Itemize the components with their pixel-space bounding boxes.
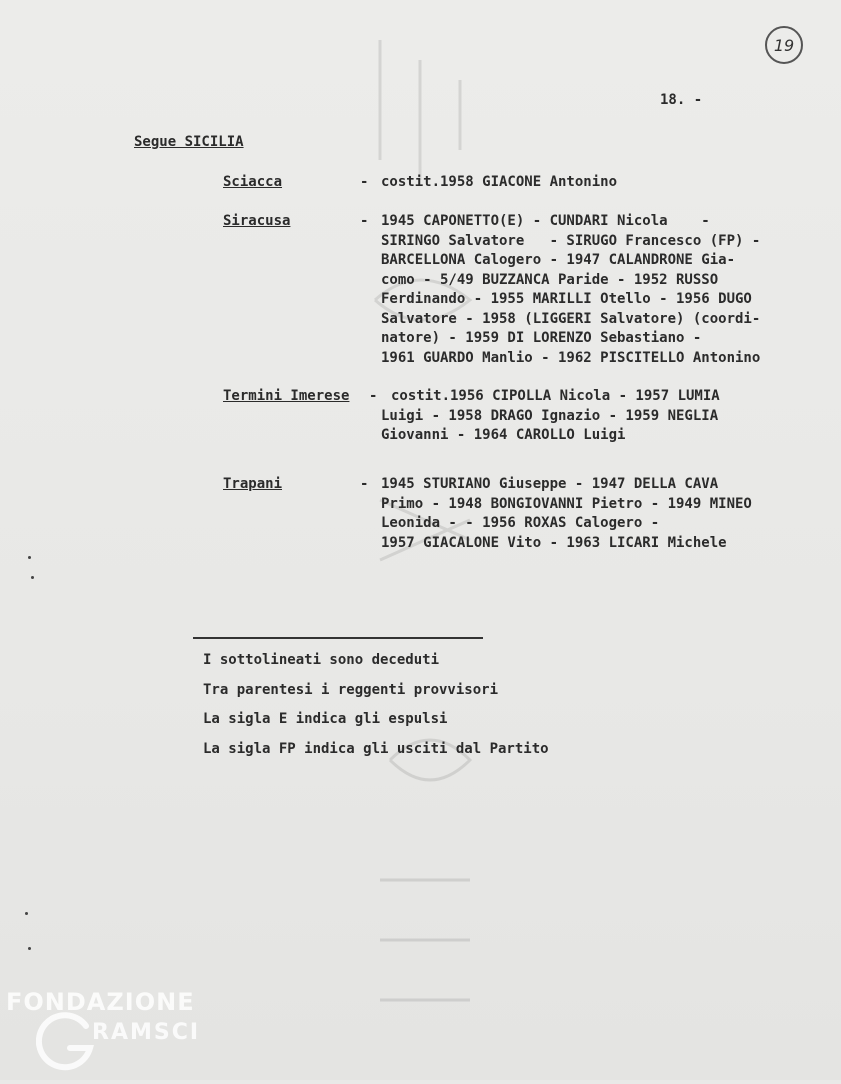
paper-speck: [28, 947, 31, 950]
entry-termini-imerese: [223, 387, 803, 449]
footnote-line: La sigla E indica gli espulsi: [203, 711, 448, 727]
circled-page-number: 19: [765, 26, 803, 64]
entry-dash: -: [360, 174, 369, 190]
entry-siracusa: [223, 212, 833, 372]
entry-line: 1961 GUARDO Manlio - 1962 PISCITELLO Antonino: [381, 349, 761, 366]
entry-line: BARCELLONA Calogero - 1947 CALANDRONE Gia-: [381, 252, 736, 268]
entry-line: 1957 GIACALONE Vito - 1963 LICARI Michele: [381, 534, 727, 551]
entry-line: Giovanni - 1964 CAROLLO Luigi: [381, 427, 626, 443]
entry-dash: -: [369, 388, 378, 404]
logo-g-mark-icon: [36, 1012, 96, 1072]
entry-dash: -: [360, 213, 369, 229]
entry-line: costit.1958 GIACONE Antonino: [381, 174, 618, 190]
paper-speck: [25, 912, 28, 915]
paper-speck: [31, 576, 34, 579]
paper-speck: [28, 556, 31, 559]
fondazione-gramsci-logo: [6, 988, 216, 1078]
entry-sciacca: [223, 173, 783, 195]
entry-line: 1945 CAPONETTO(E) - CUNDARI Nicola -: [381, 213, 710, 229]
footnote-line: Tra parentesi i reggenti provvisori: [203, 681, 499, 698]
entry-line: Ferdinando - 1955 MARILLI Otello - 1956 DUGO: [381, 291, 752, 307]
entry-line: Leonida - - 1956 ROXAS Calogero -: [381, 515, 660, 531]
entry-line: Primo - 1948 BONGIOVANNI Pietro - 1949 MINEO: [381, 495, 752, 512]
entry-line: Salvatore - 1958 (LIGGERI Salvatore) (coordi-: [381, 310, 761, 327]
entry-line: natore) - 1959 DI LORENZO Sebastiano -: [381, 330, 702, 346]
page-number: 18. -: [660, 92, 703, 108]
logo-line-1: FONDAZIONE: [6, 988, 195, 1016]
footnote-line: La sigla FP indica gli usciti dal Partito: [203, 740, 549, 757]
logo-line-2: RAMSCI: [92, 1020, 201, 1045]
entry-line: 1945 STURIANO Giuseppe - 1947 DELLA CAVA: [381, 476, 719, 492]
footnote-divider: [193, 637, 483, 639]
city-name: Sciacca: [223, 174, 283, 190]
city-name: Termini Imerese: [223, 388, 350, 404]
entry-line: costit.1956 CIPOLLA Nicola - 1957 LUMIA: [391, 388, 720, 404]
entry-trapani: [223, 475, 823, 557]
city-name: Siracusa: [223, 213, 291, 229]
entry-line: Luigi - 1958 DRAGO Ignazio - 1959 NEGLIA: [381, 407, 719, 424]
footnotes: [203, 650, 549, 768]
section-header: Segue SICILIA: [134, 134, 244, 150]
footnote-line: I sottolineati sono deceduti: [203, 652, 440, 668]
entry-line: como - 5/49 BUZZANCA Paride - 1952 RUSSO: [381, 271, 719, 288]
entry-dash: -: [360, 476, 369, 492]
city-name: Trapani: [223, 476, 283, 492]
entry-line: SIRINGO Salvatore - SIRUGO Francesco (FP) -: [381, 232, 761, 249]
